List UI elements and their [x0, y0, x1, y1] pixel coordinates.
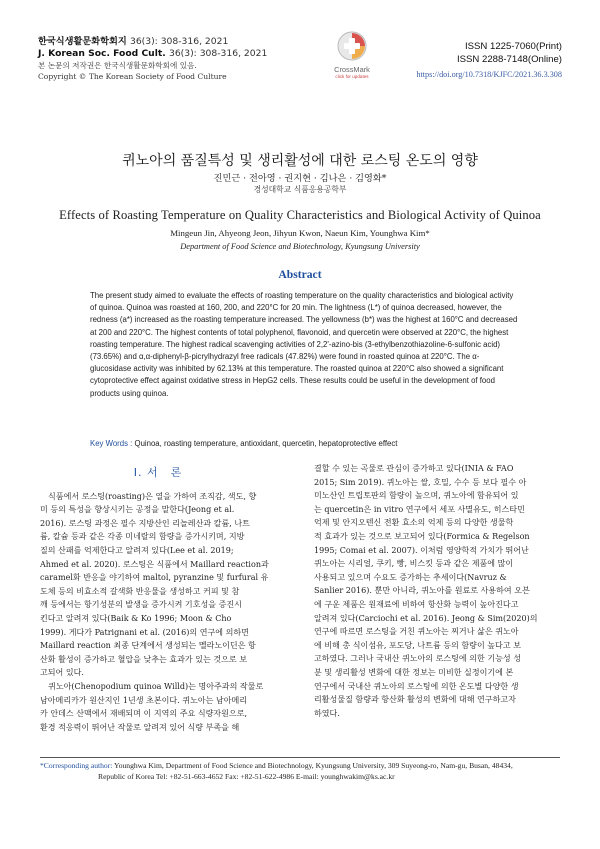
body-line: 1999). 게다가 Patrignani et al. (2016)의 연구에 의하면 [40, 627, 249, 637]
title-en: Effects of Roasting Temperature on Quality Characteristics and Biological Activity of Quinoa [59, 208, 541, 222]
abstract-line: The present study aimed to evaluate the effects of roasting temperature on the quality characteristics and biological activity [90, 291, 514, 300]
body-line: 미 등의 특성을 향상시키는 공정을 말한다(Jeong et al. [40, 505, 235, 515]
body-line: 륨, 칼슘 등과 같은 각종 미네랄의 함량을 증가시키며, 지방 [40, 532, 245, 542]
crossmark-label: CrossMark [334, 65, 370, 74]
issn-block [416, 40, 562, 81]
keywords-list: Quinoa, roasting temperature, antioxidant, quercetin, hepatoprotective effect [134, 439, 398, 448]
keywords [90, 439, 530, 448]
body-line: 환경 적응력이 뛰어난 작물로 알려져 있어 식량 부족을 해 [40, 722, 240, 732]
affiliation-kr: 경성대학교 식품응용공학부 [253, 185, 347, 194]
section-title: Ⅰ. 서 론 [133, 466, 183, 479]
body-line: 퀴노아(Chenopodium quinoa Willd)는 명아주과의 작물로 [40, 681, 264, 691]
body-line: 에 구운 제품은 원재료에 비하여 항산화 능력이 높아진다고 [314, 599, 519, 609]
left-column [40, 460, 276, 734]
body-line: Maillard reaction 최종 단계에서 생성되는 멜라노이딘은 항 [40, 641, 256, 651]
footnote-text1: Younghwa Kim, Department of Food Science and Biotechnology, Kyungsung University, 309 Suyeong-ro, Nam-gu, Busan, 48434, [113, 761, 513, 770]
footnote-line2: Republic of Korea Tel: +82-51-663-4652 Fax: +82-51-622-4986 E-mail: younghwakim@ks.ac.kr [98, 772, 395, 781]
abstract-body [90, 290, 522, 400]
body-line: 식품에서 로스팅(roasting)은 열을 가하여 조직감, 색도, 향 [40, 491, 257, 501]
body-line: 알려져 있다(Carciochi et al. 2016). Jeong & Sim(2020)의 [314, 613, 538, 623]
issn-online: ISSN 2288-7148(Online) [456, 54, 562, 65]
authors-kr: 진민근 · 전아영 · 권지현 · 김나은 · 김영화* [213, 173, 387, 184]
abstract-line: of quinoa. Quinoa was roasted at 160, 200, and 220°C for 20 min. The lightness (L*) of quinoa decreased, however, the [90, 303, 502, 313]
crossmark-sub: click for updates [335, 74, 369, 79]
body-line: 카 안데스 산맥에서 재배되며 이 지역의 주요 식량자원으로, [40, 709, 248, 719]
crossmark-icon [335, 30, 369, 66]
body-line: 2016). 로스팅 과정은 필수 지방산인 리놀레산과 칼륨, 나트 [40, 518, 250, 528]
body-line: 에 비해 총 식이섬유, 포도당, 나트륨 등의 함량이 높다고 보 [314, 640, 521, 650]
corresponding-author-footnote [40, 760, 560, 782]
doi-link[interactable]: https://doi.org/10.7318/KJFC/2021.36.3.308 [416, 70, 562, 79]
affiliation-en: Department of Food Science and Biotechnology, Kyungsung University [180, 242, 420, 251]
journal-header [38, 36, 308, 82]
abstract-line: redness (a*) increased as the roasting temperature increased. The yellowness (b*) was the highest at 160°C and decreased [90, 315, 518, 325]
body-line: 적 효과가 있는 것으로 보고되어 있다(Formica & Regelson [314, 531, 530, 541]
body-line: 남아메리카가 원산지인 1년생 초본이다. 퀴노아는 남아메리 [40, 695, 248, 705]
journal-name-en: J. Korean Soc. Food Cult. [38, 48, 166, 59]
issn-print: ISSN 1225-7060(Print) [464, 41, 562, 52]
abstract-line: products using quinoa. [90, 388, 169, 398]
body-line: caramel화 반응을 야기하여 maltol, pyranzine 및 furfural 유 [40, 573, 269, 583]
keywords-label: Key Words : [90, 439, 133, 448]
body-line: 고되어 있다. [40, 668, 84, 678]
body-line: 사용되고 있으며 수요도 증가하는 추세이다(Navruz & [314, 572, 507, 582]
body-line: 고하였다. 그러나 국내산 퀴노아의 로스팅에 의한 기능성 성 [314, 654, 522, 664]
abstract-line: (73.65%) and α,α-diphenyl-β-picrylhydrazyl free radicals (47.82%) were found in roasted quinoa at 220°C. The α- [90, 352, 480, 362]
authors-en: Mingeun Jin, Ahyeong Jeon, Jihyun Kwon, Naeun Kim, Younghwa Kim* [170, 228, 430, 238]
body-line: 산화 활성이 증가하고 혈압을 낮추는 효과가 있는 것으로 보 [40, 654, 248, 664]
body-line: Sanlier 2016). 뿐만 아니라, 퀴노아를 원료로 사용하여 오븐 [314, 586, 530, 596]
volume-kr: 36(3): 308-316, 2021 [129, 36, 229, 47]
abstract-line: cytoprotective effect against oxidative stress in HepG2 cells. These results could be useful in the development of food [90, 376, 495, 386]
abstract-heading: Abstract [278, 268, 322, 281]
body-line: 도체 등의 비효소적 갈색화 반응물을 생성하고 커피 및 참 [40, 586, 240, 596]
volume-en: 36(3): 308-316, 2021 [168, 48, 268, 59]
right-column [314, 462, 550, 720]
body-line: 리활성물질 함량과 항산화 활성의 변화에 대해 연구하고자 [314, 695, 516, 705]
body-line: 질의 산패를 억제한다고 알려져 있다(Lee et al. 2019; [40, 545, 234, 555]
body-line: 깨 등에서는 항기성분의 발생을 증가시켜 기호성을 증진시 [40, 600, 242, 610]
copyright-en: Copyright © The Korean Society of Food Culture [38, 72, 227, 81]
copyright-kr: 본 논문의 저작권은 한국식생활문화학회에 있음. [38, 61, 197, 70]
footnote-line1 [40, 760, 560, 771]
footnote-label: *Corresponding author: [40, 761, 113, 770]
body-line: 2015; Sim 2019). 퀴노아는 쌀, 호밀, 수수 등 보다 필수 아 [314, 477, 527, 487]
crossmark-badge[interactable] [326, 30, 378, 90]
footnote-divider [40, 757, 560, 758]
abstract-line: glucosidase activity was inhibited by 62.13% at this temperature. The roasted quinoa at 220°C also showed a significant [90, 364, 504, 374]
body-line: 킨다고 알려져 있다(Baik & Ko 1996; Moon & Cho [40, 613, 232, 623]
body-line: 미노산인 트립토판의 함량이 높으며, 퀴노아에 함유되어 있 [314, 491, 519, 501]
body-line: 퀴노아는 시리얼, 쿠키, 빵, 비스킷 등과 같은 제품에 많이 [314, 559, 514, 569]
title-kr: 퀴노아의 품질특성 및 생리활성에 대한 로스팅 온도의 영향 [122, 153, 478, 169]
journal-name-kr: 한국식생활문화학회지 [38, 36, 127, 47]
journal-kr-line [38, 36, 308, 48]
body-line: 1995; Comai et al. 2007). 이처럼 영양학적 가치가 뛰어난 [314, 545, 529, 555]
journal-en-line [38, 48, 308, 60]
abstract-line: at 200 and 220°C. The highest contents of total polyphenol, flavonoid, and quercetin were observed at 220°C, the highest [90, 327, 509, 337]
body-line: Ahmed et al. 2020). 로스팅은 식품에서 Maillard reaction과 [40, 559, 269, 569]
body-line: 는 quercetin은 in vitro 연구에서 세포 사멸유도, 히스타민 [314, 504, 525, 514]
body-line: 결할 수 있는 곡물로 관심이 증가하고 있다(INIA & FAO [314, 464, 514, 473]
body-line: 하였다. [314, 708, 340, 718]
abstract-line: roasting temperature. The highest radical scavenging activities of 2,2'-azino-bis (3-ethylbenzothiazoline-6-sulfonic acid) [90, 339, 501, 349]
body-line: 연구에서 국내산 퀴노아의 로스팅에 의한 온도별 다양한 생 [314, 681, 519, 691]
body-line: 억제 및 안지오텐신 전환 효소의 억제 등의 다양한 생물학 [314, 518, 514, 528]
body-line: 연구에 따르면 로스팅을 거친 퀴노아는 찌거나 삶은 퀴노아 [314, 627, 519, 637]
body-line: 분 및 생리활성 변화에 대한 정보는 미비한 실정이기에 본 [314, 667, 514, 677]
